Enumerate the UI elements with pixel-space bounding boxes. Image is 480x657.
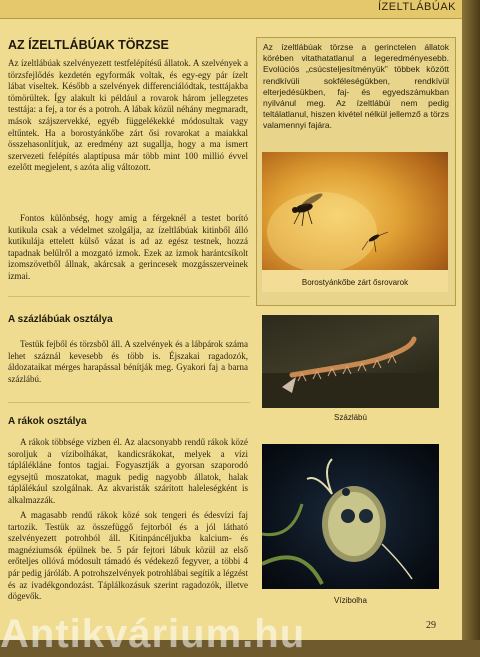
- intro-paragraph: Az ízeltlábúak szelvényezett testfelépítésű állatok. A szelvények a törzsfejlődés kezdetén egyformák voltak, és egy-egy pár ízelt lábat viseltek. Később a szelvények differenciálódtak, testtájakba tömörültek. Így alakult ki például a rovarok három jellegzetes testtája: a fej, a tor és a potroh. A lábak közül néhány megmaradt, mások szájszervekké, egyéb függelékekké módosultak vagy eltűntek. Ha a borostyánkőbe zárt ősi rovarokat a maiakkal összehasonlítjuk, az eredmény azt sugallja, hogy a ma ismert szervezeti felépítés alaptípusa már több mint 100 millió évvel ezelőtt megjelent, s azóta alig változott.: [8, 58, 248, 173]
- crustaceans-title: A rákok osztálya: [8, 416, 87, 427]
- watermark-text: Antikvárium.hu: [0, 612, 306, 656]
- daphnia-photo: [262, 444, 439, 589]
- centipedes-paragraph: Testük fejből és törzsből áll. A szelvények és a lábpárok száma lehet száznál kevesebb és több is. Éjszakai ragadozók, áldozataikat mérges harapással bénítják meg. Gyakori faj a barna százlábú.: [8, 339, 248, 384]
- centipede-photo: [262, 315, 439, 408]
- amber-fossil-photo: [262, 152, 448, 292]
- section-divider: [8, 402, 250, 403]
- crustaceans-paragraph-2: A magasabb rendű rákok közé sok tengeri és édesvízi faj tartozik. Testük az összefüggő fejtorból és a jól látható szelvényezett potrohból áll. Kitinpáncéljukba kalcium- és magnéziumsók épülnek be. 5 pár fejtori lábuk közül az első erőteljes ollóvá módosult támadó és védekező fegyver, a többi 4 pár pedig járóláb. A potrohszelvények potrohlábai segítik a légzést és az ivadékgondozást. Táplálkozásuk szerint ragadozók, illetve dögevők.: [8, 510, 248, 602]
- page-number: 29: [426, 620, 436, 631]
- centipede-icon: [262, 315, 439, 408]
- chapter-header-band: [0, 0, 462, 19]
- cuticle-paragraph: Fontos különbség, hogy amíg a férgeknél a testet borító kutikula csak a védelmet szolgálja, az ízeltlábúak kitinből álló kutikulája ettelett külső vázat is ad az egész testnek, hozzá tapadnak belűlről a mozgató izmok. Ezek az izmok harántcsíkolt izomszövetből állnak, akárcsak a gerincesek mozgásszerveinek izmai.: [8, 213, 248, 281]
- book-spine-edge: [462, 0, 480, 640]
- section-divider: [8, 296, 250, 297]
- centipedes-title: A százlábúak osztálya: [8, 314, 113, 325]
- amber-insects-illustration: [262, 152, 448, 292]
- main-section-title: AZ ÍZELTLÁBÚAK TÖRZSE: [8, 38, 169, 52]
- water-flea-icon: [262, 444, 439, 589]
- amber-caption: Borostyánkőbe zárt ősrovarok: [301, 278, 409, 287]
- crustaceans-paragraph-1: A rákok többsége vízben él. Az alacsonyabb rendű rákok közé soroljuk a vízibolhákat, kandicsrákokat, melyek a vízi táplálékláne fontos tagjai. Fogyasztják a gyorsan szaporodó egysejtű moszatokat, maguk pedig nagyobb állatok, halak táplálékául szolgálnak. Az akvaristák szárított haleleségként is alkalmazzák.: [8, 437, 248, 505]
- sidebar-text: Az ízeltlábúak törzse a gerinctelen állatok körében vitathatatlanul a legeredményesebb. Evolúciós „csúcsteljesítményük” többek között rendkívüli sokféleségükben, rendkívül elterjedésükben, faj- és egyedszámukban nyilvánul meg. Az ízeltlábúi nem pedig teltálatlanul, hiszen kivétel nélkül jellemző a törzs valamennyi fajára.: [263, 42, 449, 131]
- daphnia-caption: Vízibolha: [334, 596, 367, 605]
- chapter-title: ÍZELTLÁBÚAK: [377, 1, 456, 13]
- centipede-caption: Százlábú: [334, 413, 367, 422]
